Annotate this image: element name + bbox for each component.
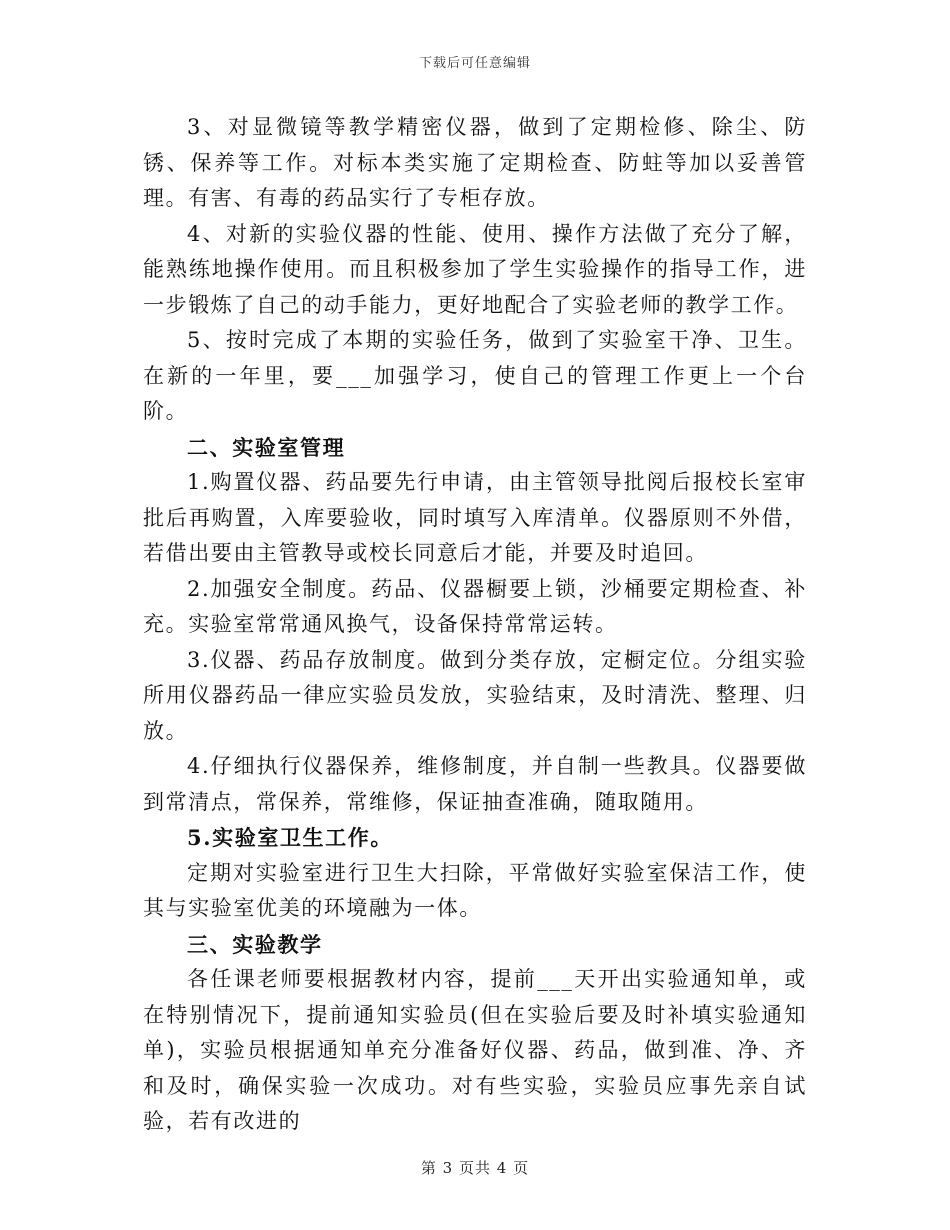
subheading-lab-hygiene: 5.实验室卫生工作。	[187, 825, 393, 850]
section-heading-lab-teaching: 三、实验教学	[187, 931, 323, 957]
paragraph-item-4: 4、对新的实验仪器的性能、使用、操作方法做了充分了解，能熟练地操作使用。而且积极参加了学生实验操作的指导工作，进一步锻炼了自己的动手能力，更好地配合了实验老师的教学工作。	[143, 221, 807, 317]
document-body	[143, 110, 807, 1140]
paragraph-item-5: 5、按时完成了本期的实验任务，做到了实验室干净、卫生。在新的一年里，要___加强学习，使自己的管理工作更上一个台阶。	[143, 328, 807, 423]
paragraph-item-3: 3、对显微镜等教学精密仪器，做到了定期检修、除尘、防锈、保养等工作。对标本类实施了定期检查、防蛀等加以妥善管理。有害、有毒的药品实行了专柜存放。	[143, 115, 807, 210]
paragraph-purchase-rules: 1.购置仪器、药品要先行申请，由主管领导批阅后报校长室审批后再购置，入库要验收，同时填写入库清单。仪器原则不外借，若借出要由主管教导或校长同意后才能，并要及时追回。	[143, 470, 807, 565]
page-footer: 第 3 页共 4 页	[420, 1159, 530, 1177]
section-heading-lab-management: 二、实验室管理	[187, 434, 346, 460]
page-header: 下载后可任意编辑	[418, 56, 531, 71]
paragraph-teaching: 各任课老师要根据教材内容，提前___天开出实验通知单，或在特别情况下，提前通知实验员(但在实验后要及时补填实验通知单)，实验员根据通知单充分准备好仪器、药品，做到准、净、齐和及时，确保实验一次成功。对有些实验，实验员应事先亲自试验，若有改进的	[143, 967, 807, 1133]
paragraph-maintenance-rules: 4.仔细执行仪器保养，维修制度，并自制一些教具。仪器要做到常清点，常保养，常维修，保证抽查准确，随取随用。	[143, 754, 807, 814]
paragraph-hygiene: 定期对实验室进行卫生大扫除，平常做好实验室保洁工作，使其与实验室优美的环境融为一体。	[143, 860, 807, 920]
paragraph-safety-rules: 2.加强安全制度。药品、仪器橱要上锁，沙桶要定期检查、补充。实验室常常通风换气，设备保持常常运转。	[143, 576, 807, 636]
paragraph-storage-rules: 3.仪器、药品存放制度。做到分类存放，定橱定位。分组实验所用仪器药品一律应实验员发放，实验结束，及时清洗、整理、归放。	[143, 647, 807, 743]
